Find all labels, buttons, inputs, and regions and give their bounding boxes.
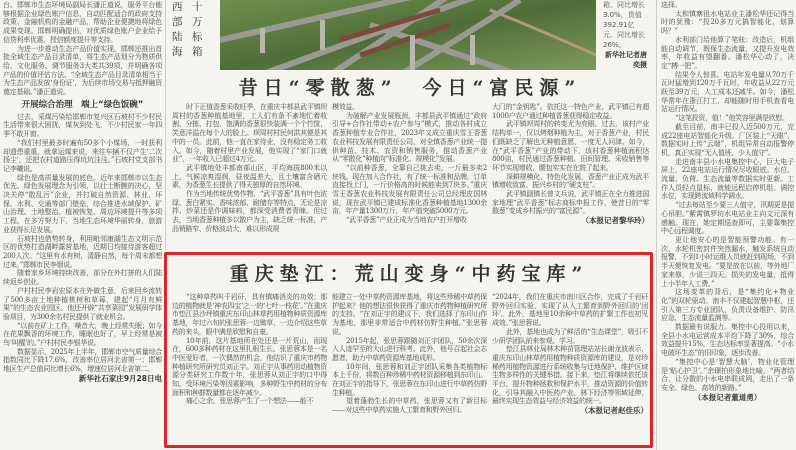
paragraph: 为进一步推动生态产品价值实现，邯郸还推出首批全域生态产品目录清单，将生态产品划分为物质供给、文化服务、调节服务3大类共39项，并明确各项产品的价值评估方法。“全域生态产品目录清单相当于为生态产品发放‘身份证’，为后续市场交易与抵押融资奠定基础。”潘正道说。 — [3, 44, 162, 97]
paragraph: 大门的“金钥匙”。依托这一特色产业，武平镇已有超1000户农户通过种植香葱获得稳定收益。 — [492, 103, 649, 120]
railway-photo — [220, 0, 596, 70]
paragraph: 时下正值香葱采收旺季，在重庆丰都县武平镇坝周村的香葱种植基地里，工人们有条不紊地忙着收割、分拣、打包，饱满的香葱很快装满一个个竹筐，笑意洋溢在每个人的脸上。坝周村村民何洪其便是其中的一员。此前，他一直在家待业，没有稳定务工收入。如今，随着村里产业发展，他实现了“家门口就业”，一年收入已超过4万元。 — [172, 103, 327, 164]
photo-vertical-title — [172, 0, 212, 70]
section-subheading: 开展综合治理 端上“绿色饭碗” — [21, 99, 144, 110]
paragraph: “这笔投资，值！”他笑容里满是欣慰。 — [675, 114, 789, 123]
article-column — [332, 293, 487, 415]
paragraph: 台。邯郸市生态环境局副局长潘正道说，服务平台能够根据企业绿色账户信息，自动匹配适合的政府支持政策、金融机构的金融产品，帮助企业便捷地将绿色成果变现。邯郸明确提出，对优质绿色账户企业给予信贷利率优惠、授信额度提升等支持。 — [3, 1, 162, 44]
paragraph: 更让他安心的是智能预警功能。有一次，水轮机密封件突然漏水，触发系统自动报警，不到1小时运维人员就赶到现场，不到半天便恢复发电。“要是放在以前，等外地厂家来修，少说三四天。损失的发电量，抵得上小半年人工费。” — [661, 235, 794, 288]
article-column — [172, 293, 327, 406]
paragraph: 武平镇坝周村的转变尤为亮眼。过去，该村产业结构单一，仅以烤烟种植为主，对于香葱产业，村民们既缺乏了解也无种植意愿，一度无人问津。如今，在“武平香葱”产业的带动下，该村香葱种植面积达800亩，村民通过香葱种植、田间管理、采收销售等环节实现增收，腰包实实在在鼓了起来。 — [492, 120, 649, 172]
vertical-title-line: 西部陆海 — [172, 1, 183, 58]
byline: （本报记者董道勇） — [693, 392, 762, 402]
paragraph: 户村村民李岩宏原本在外做生意，后来回乡流转了500多亩土地种植桃树和草莓，建起“月月有鲜果”的生态农业园区。他还开辟“共享菜园”发展研学体验项目，为300余名村民提供了就业机会。 — [3, 286, 162, 321]
paragraph: “过去每站至少要三人值守，汛期更是提心吊胆。”紫霄镇罗坊水电站业主向文元深有感触。现在，她定期巡查即可，主要靠集控中心远程调度。 — [661, 201, 794, 236]
paragraph: “以前种香葱，全靠自己挑去卖，一斤最多卖2块钱。现在加入合作社，有了统一标准和品牌，订单直接找上门，一斤价格高的时候能卖到7块多。”重庆雪王香葱农业科技发展有限责任公司总经理皮国林说，现在武平镇已建成标准化香葱种植基地1300余亩，年产量1300万斤，年产值突破5000万元。 — [332, 163, 487, 216]
paragraph: 武平镇副镇长曾文兵说，武平镇正在全力推进国家地理“武平香葱”标志商标申报工作，使昔日的“零散葱”变成乡村振兴的“富民源”。 — [492, 190, 649, 216]
byline: （本报记者黎华玲） — [581, 216, 649, 226]
paragraph: “以前在矿上工作，噪音大，晚上经常失眠；如今在花果飘香的环境工作，睡眠也好了，早上经常是被鸟‘叫醒’的。”户村村民李银华说。 — [3, 321, 162, 348]
column-divider — [165, 0, 166, 250]
caption-text: 箱、同比增长3.0%，货值392.91亿元、同比增长26%。 — [603, 1, 645, 49]
paragraph: 能建立一处中草药资源库基地，将这些珍稀中草药保护起来？他的想法很快获得了重庆市药物种植研究所的支持。“在刘正宇的建议下，我们选择了东印山作为基地，那里非常适合中药材仿野生种植。”张思蓉说。 — [332, 293, 487, 336]
article-column — [172, 103, 327, 234]
paragraph: 这场变革的背后，是“集约化+物业化”的双轮驱动。南丰不仅建起智慧中枢，还引入第三方专业团队，负责设备维护、防汛应急、生态流量监测等。 — [661, 288, 794, 323]
paragraph: 作为当地传统优势作物，“武平香葱”具有叶色浓绿、葱白紧实、香味浓郁、耐储存等特点，无论是凉拌、炒菜还是作调味料，都深受消费者青睐。但过去，当地香葱种植多以散户为主，缺乏统一标准，产品销路窄、价格波动大，难以形成规 — [172, 190, 327, 233]
paragraph: 太和镇寨徂水电站业主潘松华还记得当时的犹豫：“投20多万元搞智能化，划算吗？” — [661, 9, 794, 36]
left-article — [3, 1, 162, 383]
right-article — [661, 1, 794, 402]
paragraph: 随着家乡环境持续改善，部分在外打拼的人们陆续返乡创业。 — [3, 269, 162, 287]
paragraph: 垫江县林业局林木种苗管理站站长谢龙波表示，重庆东印山林草药用植物种质资源库的建设，是对珍稀药用植物资源进行系统收集与迁地保护、维护区域生物多样性的关键举措。接下来，垫江将继续依托该平台，提升物种拯救和保护水平，推动资源的价值转化，引导其融入中医药产业、林下经济等领域延伸，最终实现生态效益与经济效益的统一。 — [492, 345, 648, 406]
paragraph: 数据显示，2025年上半年，邯郸市空气质量综合指数同比下降17.6%，改善率位居河北省第一；邯郸地区生产总值同比增长6%，增速位居河北省第二。 — [3, 347, 162, 374]
paragraph: 2015年起，张思蓉跟随刘正宇团队，50余次深入人迹罕至的大山进行科考。此外，他号召起社会志愿者，助力中草药资源库基地成形。 — [332, 336, 487, 362]
paragraph: 痛心之余，张思蓉产生了一个想法——能不 — [186, 397, 314, 406]
paragraph: 此外，基地也成为了鲜活的“生态课堂”，吸引不少研学团队前来参观、学习。 — [492, 327, 648, 345]
paragraph: 过去，采煤污染给邯郸市复兴区石坡村不少村民生活带来很大困扰，煤灰到处飞，不少村民家一年四季不敢开窗。 — [3, 112, 162, 139]
railway-bridges-image — [220, 0, 596, 70]
column-divider — [656, 0, 657, 450]
article-column — [332, 103, 487, 225]
article-column — [492, 103, 649, 225]
paragraph: 结果令人惊喜。电站年发电量从70万千瓦时猛增到120万千瓦时，年收益从22万元跃至39万元，人工成本还减半。如今，潘松华常年在浙江打工，却能随时用手机查看电站运行情况。 — [661, 70, 794, 114]
paragraph: 10年前，这片基地所在处还是一片荒山，而现在，600多种药材在这里扎根生长。张思蓉本是一名中医爱好者，一次偶然的机会，他结识了重庆市药物种植研究所研究员刘正宇。刘正宇从事药用动植物资源分类研究工作数十年，张思蓉从刘正宇的口中得知，受环境污染等因素影响，多种野生中药材的分布面积和种群数量都在逐年减少。 — [172, 336, 327, 397]
paragraph: 望着蓬勃生长的中草药，张思蓉又有了新目标——对这些中草药实施人工繁育和野外回归。 — [332, 397, 487, 415]
photo-caption — [603, 0, 647, 70]
vertical-title-line: 十万标箱 — [192, 1, 203, 58]
paragraph: 深耕规模化、特色化发展，香葱产业正成为武平镇增收致富、振兴乡村的“硬支柱”。 — [492, 172, 649, 190]
paragraph: 走进南丰县小水电集控中心，巨大电子屏上，22座电站运行情况尽收眼底。水位、流量、负荷、生态流量等数据实时更新。工作人员轻点鼠标，就能远程启停机组、调控水位，实现跨流域科学调水。 — [661, 157, 794, 201]
article-headline: 昔日“零散葱” 今日“富民源” — [238, 77, 582, 99]
paragraph: 选择。 — [661, 1, 682, 9]
photo-credit: 新华社记者唐奕摄 — [605, 51, 647, 69]
paragraph: 武平镇地处丰都南部山区，平均海拔800米以上，气候凉爽湿润，昼夜温差大，且土壤富含硒元素，为香葱生长提供了得天独厚的自然环境。 — [172, 163, 327, 190]
paragraph: “武平香葱”产业正成为当地农户打开增收 — [346, 216, 467, 225]
paragraph: 模效益。 — [332, 103, 359, 111]
paragraph: “这种草药叫千岩矸，具有镇痛消炎的功效；那边的植物就是‘神农四宝’之一的‘七叶一枝花’。”在重庆市垫江县沙坪镇重庆东印山林草药用植物种质资源库基地，年过六旬的张思蓉一边锄草，一边介绍这些草药的来头，眼中满是欣慰和自豪。 — [172, 293, 327, 336]
article-headline: 重庆垫江：荒山变身“中药宝库” — [229, 263, 589, 285]
paragraph: 数据最有说服力。集控中心投用以来，全县小水电运营成本平均下降了30%，综合效益提升15%，生态达标率显著提高。“小水电破坏生态”的旧印象，逐步改善。 — [661, 323, 794, 358]
byline: 新华社石家庄9月28日电 — [78, 373, 162, 383]
paragraph: 绿色是高质量发展的底色。近年来邯郸市以生态优先、绿色发展理念为引领，以壮士断腕的决心，坚决关停“散乱污”企业，并打破自然资源、林业、环保、水利、交通等部门壁垒，综合推进水域保护、矿山治理、土地整治、植被恢复、周边环境提升等多项工程。在多方努力下，当地生态环境华丽转身，旅游业获得长足发展。 — [3, 173, 162, 234]
paragraph: 水利部门给他算了笔账：改造后，机组能自动调节，既保生态流量，又提升发电效率，年收益有望翻番。潘松华心动了，决定“搏一把”。 — [661, 35, 794, 70]
article-column — [492, 293, 648, 415]
paragraph: 为破解产业发展瓶颈，丰都县武平镇通过“政府引导+合作社带动+农户参与”模式，推动各村成立香葱种植专业合作社，2023年又成立重庆雪王香葱农业科技发展有限责任公司，对全镇香葱产业统一提供种苗、技术、农资和销售服务，推动香葱产业从“零散化”种植向“标准化、规模化”发展。 — [332, 111, 487, 164]
byline: （本报记者赵佳乐） — [580, 406, 648, 416]
paragraph: “2024年，我们在重庆市南川区合作，完成了千岩矸野外回归实验，实现了从人工繁育到野外回归的‘闭环’。此外，基地里10余种中草药的扩繁工作也初见成效。”张思蓉说。 — [492, 293, 648, 328]
paragraph: 10年间，张思蓉和刘正宇团队采集各类植物标本上千份，将数百种珍稀中药材资源移植到东印山。在刘正宇的指导下，张思蓉在东印山进行中草药仿野生种植。 — [332, 362, 487, 397]
paragraph: “集控中心是‘智慧大脑’，物业化管理是‘贴心护卫’。”余璟拍形象地比喻，“两者结合，让分散的小水电串联成网，走出了一条安全、绿色、高效的新路。” — [661, 357, 794, 392]
paragraph: “我们村里最多时遍布50多个小煤场，一时获利却遗患重重。就拿运煤来说，来往车辆不仅产生‘二次扬尘’，还把农村道路压得坑坑洼洼。”石坡村党支部书记李曦说。 — [3, 138, 162, 173]
paragraph: 截至目前，南丰已投入近500万元，完成22座电站智能化升级。厂区装上“天眼”，数据实时上传“云端”，机组异常自动报警停机，真正实现“无人值班、少人值守”。 — [661, 122, 794, 157]
paragraph: 石坡村也借势转身，利用毗邻康湖生态文明示范区的优势打造湖畔露营基地，近期日均接待游客超过200人次。“这里有水有树，清静自然，每个周末都想过来。”邯郸市民李烟说。 — [3, 234, 162, 269]
